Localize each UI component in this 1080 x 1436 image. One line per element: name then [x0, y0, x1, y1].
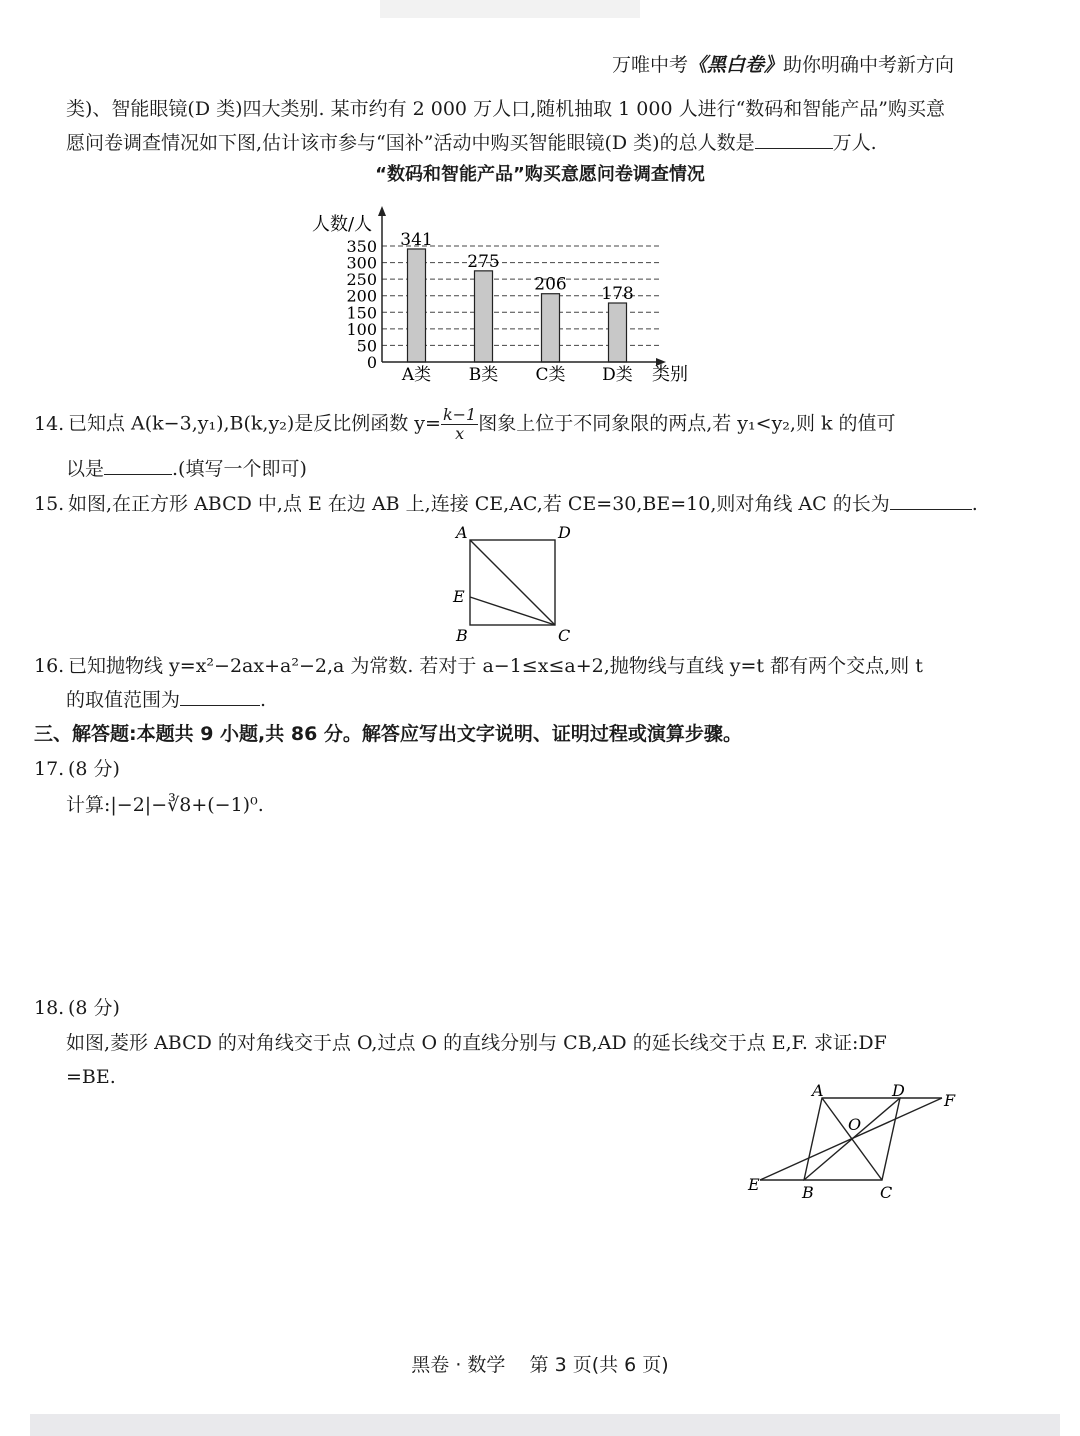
q17-number: 17.: [34, 758, 65, 780]
q14-line2-text: 以是: [66, 458, 105, 480]
q15-answer-blank[interactable]: [890, 491, 972, 510]
chart-title: “数码和智能产品”购买意愿问卷调查情况: [375, 164, 705, 185]
y-axis-arrow: [378, 206, 386, 216]
x-axis-label: 类别: [652, 364, 688, 385]
y-tick-label: 250: [346, 270, 377, 290]
page-footer: 黑卷 · 数学 第 3 页(共 6 页): [411, 1354, 669, 1376]
label-c: C: [558, 626, 571, 645]
label-a: A: [812, 1081, 824, 1100]
y-tick-label: 300: [346, 253, 377, 273]
diagonal-ac: [470, 540, 555, 625]
label-e: E: [748, 1175, 760, 1194]
label-a: A: [456, 523, 468, 542]
section-3-heading: 三、解答题:本题共 9 小题,共 86 分。解答应写出文字说明、证明过程或演算步骤。: [34, 723, 742, 745]
q14-text-b: 图象上位于不同象限的两点,若 y₁<y₂,则 k 的值可: [478, 412, 896, 435]
x-category-label: C类: [535, 365, 566, 385]
scan-edge-bottom: [30, 1414, 1060, 1436]
x-category-label: B类: [468, 365, 499, 385]
q15-number: 15.: [34, 493, 65, 515]
x-category-label: D类: [602, 365, 633, 385]
bar-value-label: 341: [400, 229, 433, 250]
label-e: E: [453, 587, 465, 606]
bar: [408, 249, 426, 362]
q13-line2-end: 万人.: [832, 132, 877, 154]
label-b: B: [456, 626, 468, 645]
q13-line2-text: 愿问卷调查情况如下图,估计该市参与“国补”活动中购买智能眼镜(D 类)的总人数是: [66, 132, 755, 154]
q18-line2: =BE.: [66, 1066, 116, 1088]
q18-points: (8 分): [68, 997, 120, 1019]
x-category-label: A类: [401, 365, 432, 385]
page-header: [612, 52, 954, 78]
y-axis-label: 人数/人: [312, 214, 373, 235]
label-o: O: [848, 1115, 862, 1134]
q18-heading: [34, 995, 120, 1021]
q16-text: 已知抛物线 y=x²−2ax+a²−2,a 为常数. 若对于 a−1≤x≤a+2,抛物线与直线 y=t 都有两个交点,则 t: [68, 655, 923, 677]
label-f: F: [944, 1091, 956, 1110]
q14-line1: [34, 406, 896, 446]
y-tick-label: 150: [346, 303, 377, 323]
bar: [542, 294, 560, 362]
bar-chart: [300, 200, 720, 390]
header-brand: 《黑白卷》: [687, 54, 783, 76]
q16-answer-blank[interactable]: [180, 687, 260, 706]
q14-fraction-numerator: k−1: [442, 405, 477, 424]
bar: [609, 303, 627, 362]
q14-fraction-denominator: x: [455, 424, 465, 443]
q14-fraction: [441, 406, 478, 443]
bar-value-label: 206: [534, 274, 567, 295]
y-tick-label: 200: [346, 286, 377, 306]
q15-line: [34, 491, 978, 517]
q16-line2-end: .: [260, 689, 267, 711]
bar-value-label: 178: [601, 284, 634, 305]
q13-line2: [66, 130, 877, 156]
label-c: C: [880, 1183, 893, 1202]
y-tick-label: 50: [356, 336, 377, 356]
segment-ce: [470, 597, 555, 625]
q14-line2-end: .(填写一个即可): [172, 458, 307, 480]
q15-end: .: [971, 493, 978, 515]
scan-edge-top: [380, 0, 640, 18]
q17-text: 计算:|−2|−∛8+(−1)⁰.: [66, 794, 264, 816]
q15-square-figure: [448, 520, 578, 650]
label-b: B: [802, 1183, 814, 1202]
q17-heading: [34, 756, 120, 782]
chart-y-ticks: [346, 237, 377, 372]
header-suffix: 助你明确中考新方向: [782, 54, 954, 76]
bar: [475, 271, 493, 362]
chart-x-labels: [401, 365, 633, 385]
header-prefix: 万唯中考: [611, 54, 688, 76]
label-d: D: [558, 523, 571, 542]
y-tick-label: 350: [346, 237, 377, 256]
y-tick-label: 0: [366, 353, 377, 372]
q16-line2-text: 的取值范围为: [66, 689, 181, 711]
q15-text: 如图,在正方形 ABCD 中,点 E 在边 AB 上,连接 CE,AC,若 CE=30,BE=10,则对角线 AC 的长为: [68, 493, 890, 515]
q14-text-a: 已知点 A(k−3,y₁),B(k,y₂)是反比例函数 y=: [68, 412, 441, 435]
q17-points: (8 分): [68, 758, 120, 780]
q16-line1: [34, 653, 923, 679]
q13-answer-blank[interactable]: [755, 130, 833, 149]
bar-value-label: 275: [467, 251, 500, 272]
q13-line1: 类)、智能眼镜(D 类)四大类别. 某市约有 2 000 万人口,随机抽取 1 000 人进行“数码和智能产品”购买意: [66, 98, 946, 120]
q16-line2: [66, 687, 266, 713]
q18-line1: 如图,菱形 ABCD 的对角线交于点 O,过点 O 的直线分别与 CB,AD 的延长线交于点 E,F. 求证:DF: [66, 1032, 887, 1054]
q14-answer-blank[interactable]: [104, 456, 172, 475]
q14-line2: [66, 456, 307, 482]
label-d: D: [892, 1081, 905, 1100]
q16-number: 16.: [34, 655, 65, 677]
line-ef: [760, 1098, 942, 1180]
q14-number: 14.: [34, 412, 65, 435]
q18-rhombus-figure: [740, 1078, 980, 1208]
y-tick-label: 100: [346, 319, 377, 339]
q18-number: 18.: [34, 997, 65, 1019]
